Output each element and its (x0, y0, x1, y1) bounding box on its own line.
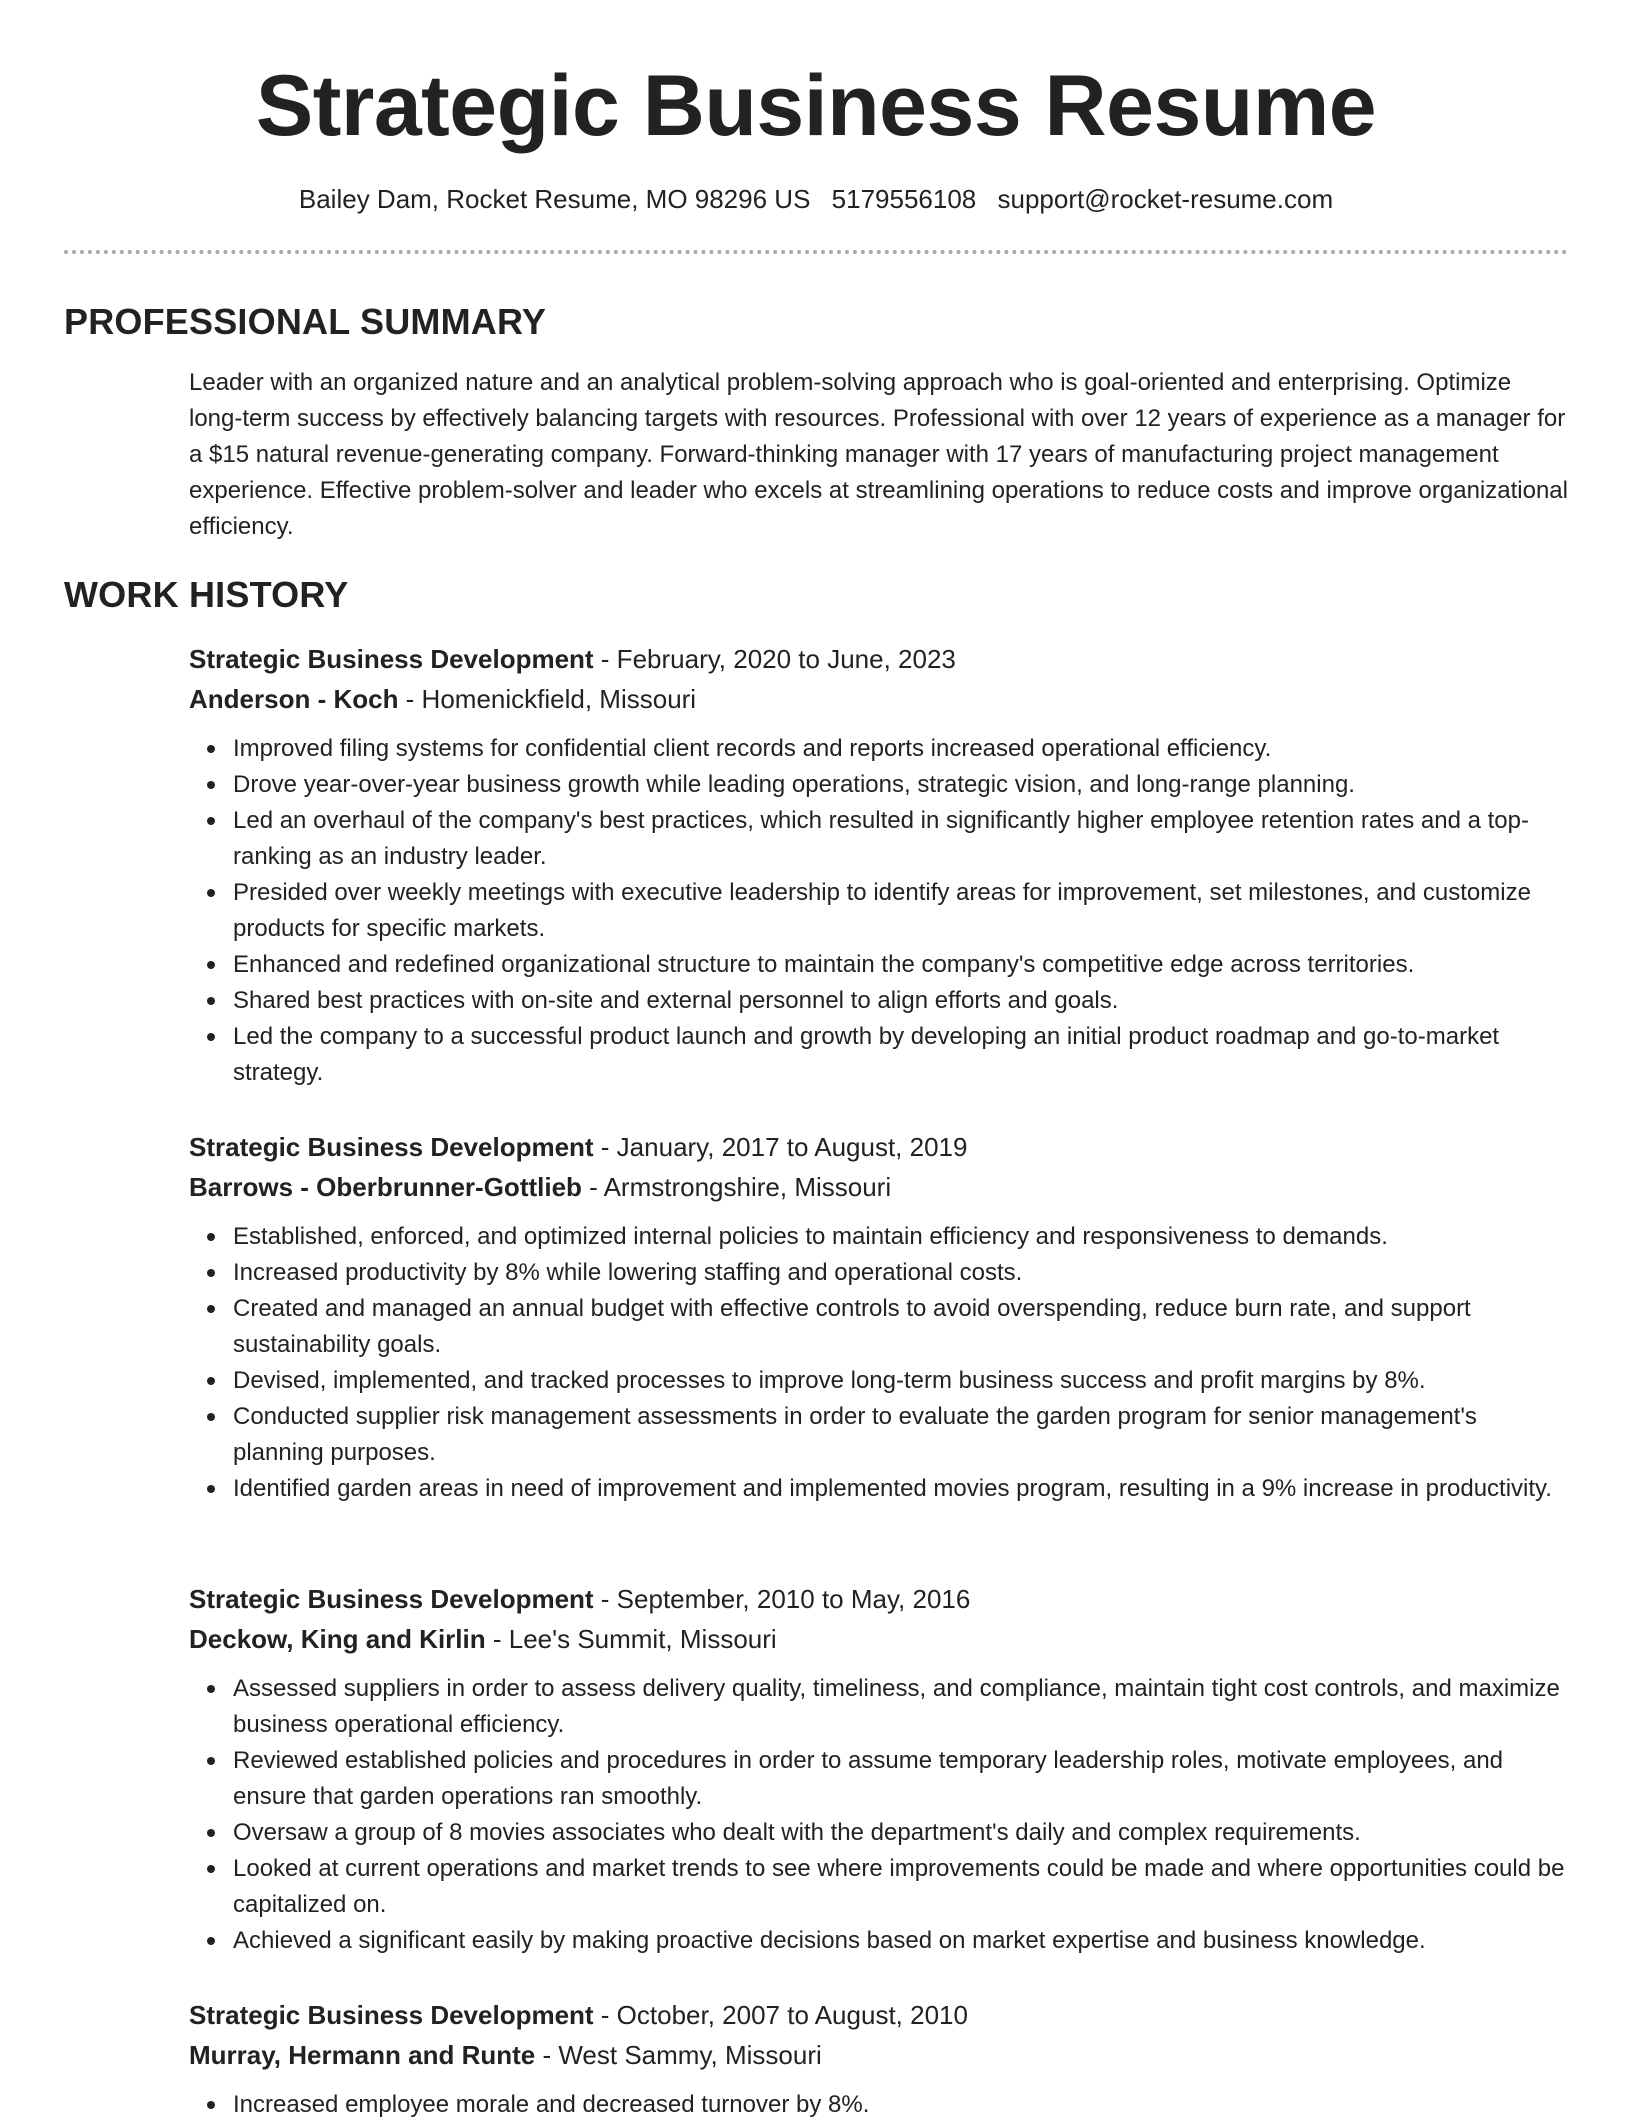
job-company-line (189, 1167, 1569, 1207)
job-bullet: Improved filing systems for confidential client records and reports increased operational efficiency. (233, 731, 1569, 767)
job-title: Strategic Business Development (189, 2000, 594, 2030)
job-dates: - September, 2010 to May, 2016 (593, 1584, 971, 1614)
contact-address: Bailey Dam, Rocket Resume, MO 98296 US (298, 184, 811, 214)
job-bullet: Led the company to a successful product launch and growth by developing an initial product roadmap and go-to-market strategy. (233, 1019, 1569, 1091)
contact-info (0, 180, 1632, 218)
job-bullet: Devised, implemented, and tracked processes to improve long-term business success and profit margins by 8%. (233, 1363, 1569, 1399)
job-company-line (189, 1619, 1569, 1659)
job-bullet: Presided over weekly meetings with executive leadership to identify areas for improvement, set milestones, and customize products for specific markets. (233, 875, 1569, 947)
job-bullet: Identified garden areas in need of improvement and implemented movies program, resulting in a 9% increase in productivity. (233, 1471, 1569, 1507)
job-dates: - October, 2007 to August, 2010 (593, 2000, 968, 2030)
job-bullet: Drove year-over-year business growth while leading operations, strategic vision, and long-range planning. (233, 767, 1569, 803)
job-company: Anderson - Koch (189, 684, 399, 714)
job-entry (189, 1995, 1569, 2123)
job-bullet: Increased productivity by 8% while lowering staffing and operational costs. (233, 1255, 1569, 1291)
section-heading-summary: PROFESSIONAL SUMMARY (64, 301, 547, 342)
header-divider (64, 250, 1568, 254)
job-bullet: Enhanced and redefined organizational structure to maintain the company's competitive edge across territories. (233, 947, 1569, 983)
job-dates: - February, 2020 to June, 2023 (593, 644, 956, 674)
job-title: Strategic Business Development (189, 1132, 594, 1162)
job-company-line (189, 2035, 1569, 2075)
job-entry (189, 639, 1569, 1091)
contact-phone: 5179556108 (831, 184, 977, 214)
job-bullet: Shared best practices with on-site and external personnel to align efforts and goals. (233, 983, 1569, 1019)
job-bullet: Established, enforced, and optimized internal policies to maintain efficiency and responsiveness to demands. (233, 1219, 1569, 1255)
job-bullet: Assessed suppliers in order to assess delivery quality, timeliness, and compliance, maintain tight cost controls, and maximize business operational efficiency. (233, 1671, 1569, 1743)
job-company: Deckow, King and Kirlin (189, 1624, 486, 1654)
job-title: Strategic Business Development (189, 1584, 594, 1614)
job-location: - Armstrongshire, Missouri (581, 1172, 892, 1202)
job-location: - West Sammy, Missouri (535, 2040, 822, 2070)
job-bullet: Led an overhaul of the company's best practices, which resulted in significantly higher employee retention rates and a top-ranking as an industry leader. (233, 803, 1569, 875)
job-location: - Homenickfield, Missouri (398, 684, 697, 714)
job-title: Strategic Business Development (189, 644, 594, 674)
job-location: - Lee's Summit, Missouri (485, 1624, 777, 1654)
job-bullet: Achieved a significant easily by making proactive decisions based on market expertise and business knowledge. (233, 1923, 1569, 1959)
resume-title: Strategic Business Resume (255, 58, 1377, 154)
job-bullet: Oversaw a group of 8 movies associates who dealt with the department's daily and complex requirements. (233, 1815, 1569, 1851)
job-title-line (189, 1127, 1569, 1167)
job-bullet: Reviewed established policies and procedures in order to assume temporary leadership roles, motivate employees, and ensure that garden operations ran smoothly. (233, 1743, 1569, 1815)
job-bullet: Looked at current operations and market trends to see where improvements could be made and where opportunities could be capitalized on. (233, 1851, 1569, 1923)
job-bullet: Created and managed an annual budget with effective controls to avoid overspending, reduce burn rate, and support sustainability goals. (233, 1291, 1569, 1363)
job-title-line (189, 1579, 1569, 1619)
summary-paragraph: Leader with an organized nature and an analytical problem-solving approach who is goal-oriented and enterprising. Optimize long-term success by effectively balancing targets with resources. Professional with over 12 years of experience as a manager for a $15 natural revenue-generating company. Forward-thinking manager with 17 years of manufacturing project management experience. Effective problem-solver and leader who excels at streamlining operations to reduce costs and improve organizational efficiency. (189, 369, 1568, 540)
contact-email: support@rocket-resume.com (997, 184, 1334, 214)
section-heading-work-history: WORK HISTORY (64, 574, 349, 615)
job-bullet: Increased employee morale and decreased turnover by 8%. (233, 2087, 1569, 2123)
job-company-line (189, 679, 1569, 719)
job-entry (189, 1127, 1569, 1507)
job-company: Murray, Hermann and Runte (189, 2040, 536, 2070)
job-title-line (189, 639, 1569, 679)
job-entry (189, 1579, 1569, 1959)
job-bullet-list (189, 2087, 1569, 2123)
job-bullet-list (189, 1671, 1569, 1959)
job-bullet: Conducted supplier risk management assessments in order to evaluate the garden program for senior management's planning purposes. (233, 1399, 1569, 1471)
job-bullet-list (189, 731, 1569, 1091)
job-company: Barrows - Oberbrunner-Gottlieb (189, 1172, 582, 1202)
job-dates: - January, 2017 to August, 2019 (593, 1132, 968, 1162)
job-bullet-list (189, 1219, 1569, 1507)
job-title-line (189, 1995, 1569, 2035)
